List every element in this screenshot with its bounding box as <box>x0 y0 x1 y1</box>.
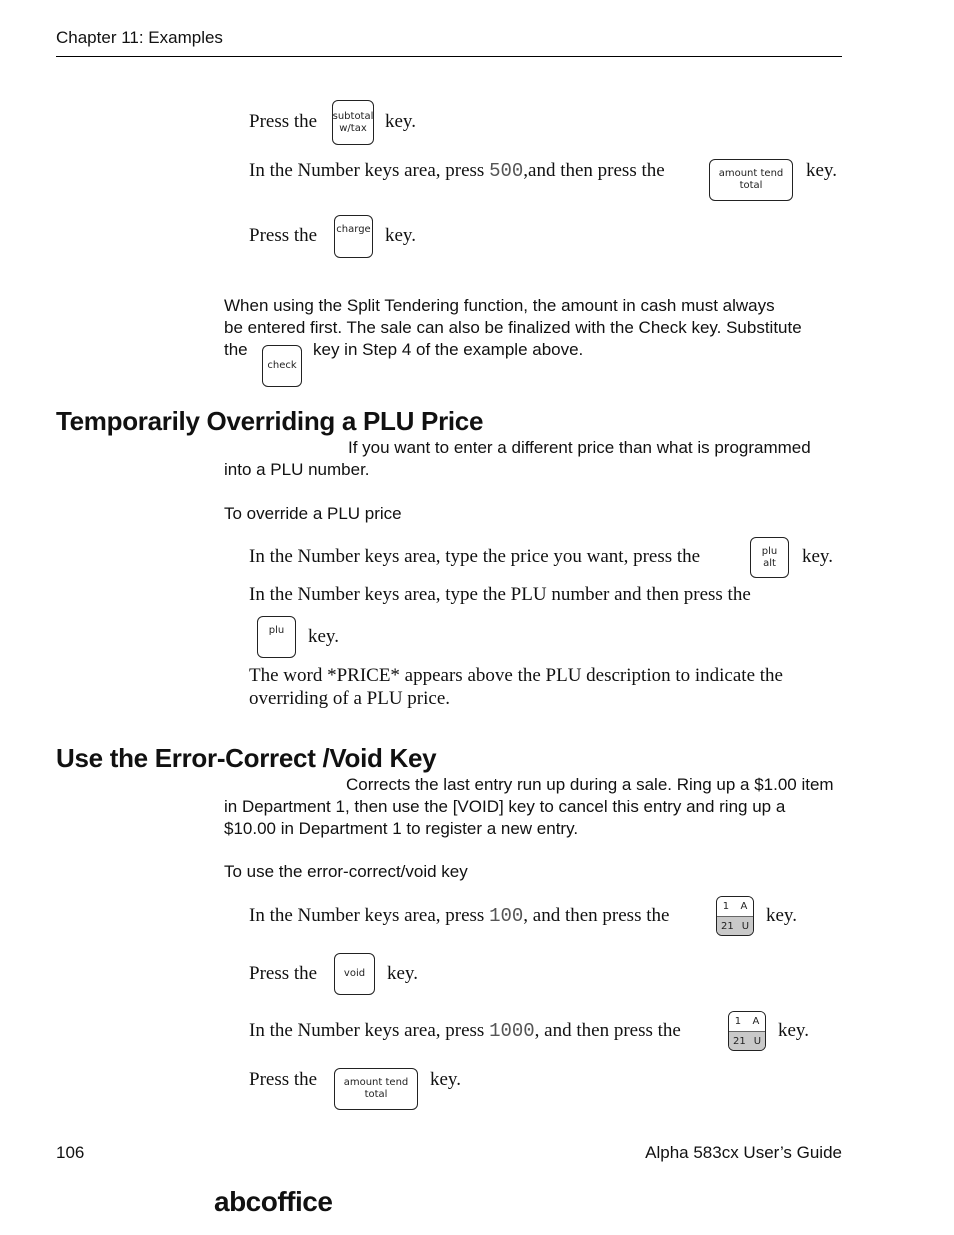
dept-key-bl: 21 <box>720 921 734 932</box>
plu-step2-post: key. <box>308 626 339 647</box>
abcoffice-logo: abcoffice <box>214 1186 333 1217</box>
step-press-500 <box>249 160 665 182</box>
number-value: 100 <box>489 905 524 927</box>
void-step3 <box>249 1020 681 1042</box>
step-press-charge-post: key. <box>385 225 416 246</box>
key-label-line1: amount tend <box>343 1077 409 1088</box>
step-text: , and then press the <box>523 905 670 926</box>
key-label-line1: subtotal <box>332 110 374 122</box>
step-post: key. <box>806 160 837 181</box>
split-note <box>224 295 844 339</box>
page-number: 106 <box>56 1143 85 1162</box>
guide-title: Alpha 583cx User’s Guide <box>645 1143 842 1162</box>
note-line: be entered first. The sale can also be finalized with the Check key. Substitute <box>224 318 802 337</box>
void-step1-post: key. <box>766 905 797 926</box>
key-label: charge <box>336 224 371 235</box>
key-label: check <box>267 360 297 371</box>
header-rule <box>56 56 842 57</box>
amount-tend-total-key <box>709 159 793 201</box>
plu-step2: In the Number keys area, type the PLU number and then press the <box>249 584 751 605</box>
dept-key-tl: 1 <box>722 901 730 912</box>
department-key <box>728 1011 766 1051</box>
subtotal-wtax-key <box>332 100 374 145</box>
plu-alt-key <box>750 537 789 578</box>
dept-key-br: U <box>753 1036 762 1047</box>
step-text: , and then press the <box>534 1020 681 1041</box>
dept-key-br: U <box>741 921 750 932</box>
dept-key-tr: A <box>752 1016 760 1027</box>
step-text: In the Number keys area, press <box>249 905 490 926</box>
void-step2-pre: Press the <box>249 963 318 984</box>
void-step4-post: key. <box>430 1069 461 1090</box>
plu-intro-line2: into a PLU number. <box>224 460 370 479</box>
step-text: In the Number keys area, press <box>249 160 490 181</box>
key-label: void <box>343 968 366 979</box>
charge-key <box>334 215 373 258</box>
key-label: plu <box>268 625 285 636</box>
step-text: ,and then press the <box>523 160 665 181</box>
number-value: 500 <box>489 160 524 182</box>
key-label-line2: total <box>364 1089 388 1100</box>
void-step2-post: key. <box>387 963 418 984</box>
void-step3-post: key. <box>778 1020 809 1041</box>
note-line3-pre: the <box>224 340 248 359</box>
step-text: In the Number keys area, press <box>249 1020 490 1041</box>
dept-key-tl: 1 <box>734 1016 742 1027</box>
key-label-line1: plu <box>761 545 778 557</box>
section-heading-void: Use the Error-Correct /Void Key <box>56 743 437 773</box>
key-label-line2: w/tax <box>339 122 367 134</box>
plu-intro-line1: If you want to enter a different price than what is programmed <box>348 438 811 457</box>
void-step4-pre: Press the <box>249 1069 318 1090</box>
chapter-header: Chapter 11: Examples <box>56 28 223 47</box>
dept-key-bl: 21 <box>732 1036 746 1047</box>
void-key <box>334 953 375 995</box>
plu-key <box>257 616 296 658</box>
step-line: overriding of a PLU price. <box>249 688 451 709</box>
step-line: The word *PRICE* appears above the PLU description to indicate the <box>249 665 783 686</box>
void-intro-line1: Corrects the last entry run up during a sale. Ring up a $1.00 item <box>346 775 834 794</box>
plu-subhead: To override a PLU price <box>224 504 402 523</box>
void-subhead: To use the error-correct/void key <box>224 862 468 881</box>
check-key <box>262 345 302 387</box>
note-line: When using the Split Tendering function, the amount in cash must always <box>224 296 775 315</box>
void-step1 <box>249 905 669 927</box>
step-press-subtotal-post: key. <box>385 111 416 132</box>
dept-key-tr: A <box>740 901 748 912</box>
void-intro-line3: $10.00 in Department 1 to register a new entry. <box>224 819 579 838</box>
key-label-line2: total <box>739 180 763 191</box>
number-value: 1000 <box>489 1020 535 1042</box>
department-key <box>716 896 754 936</box>
void-intro-line2: in Department 1, then use the [VOID] key to cancel this entry and ring up a <box>224 797 786 816</box>
section-heading-plu: Temporarily Overriding a PLU Price <box>56 406 484 436</box>
note-line3-post: key in Step 4 of the example above. <box>313 340 584 359</box>
amount-tend-total-key <box>334 1068 418 1110</box>
plu-step1-pre: In the Number keys area, type the price you want, press the <box>249 546 701 567</box>
key-label-line2: alt <box>763 557 776 569</box>
plu-step3 <box>249 664 783 710</box>
plu-step1-post: key. <box>802 546 833 567</box>
key-label-line1: amount tend <box>718 168 784 179</box>
step-press-charge-pre: Press the <box>249 225 318 246</box>
step-press-subtotal-pre: Press the <box>249 111 318 132</box>
